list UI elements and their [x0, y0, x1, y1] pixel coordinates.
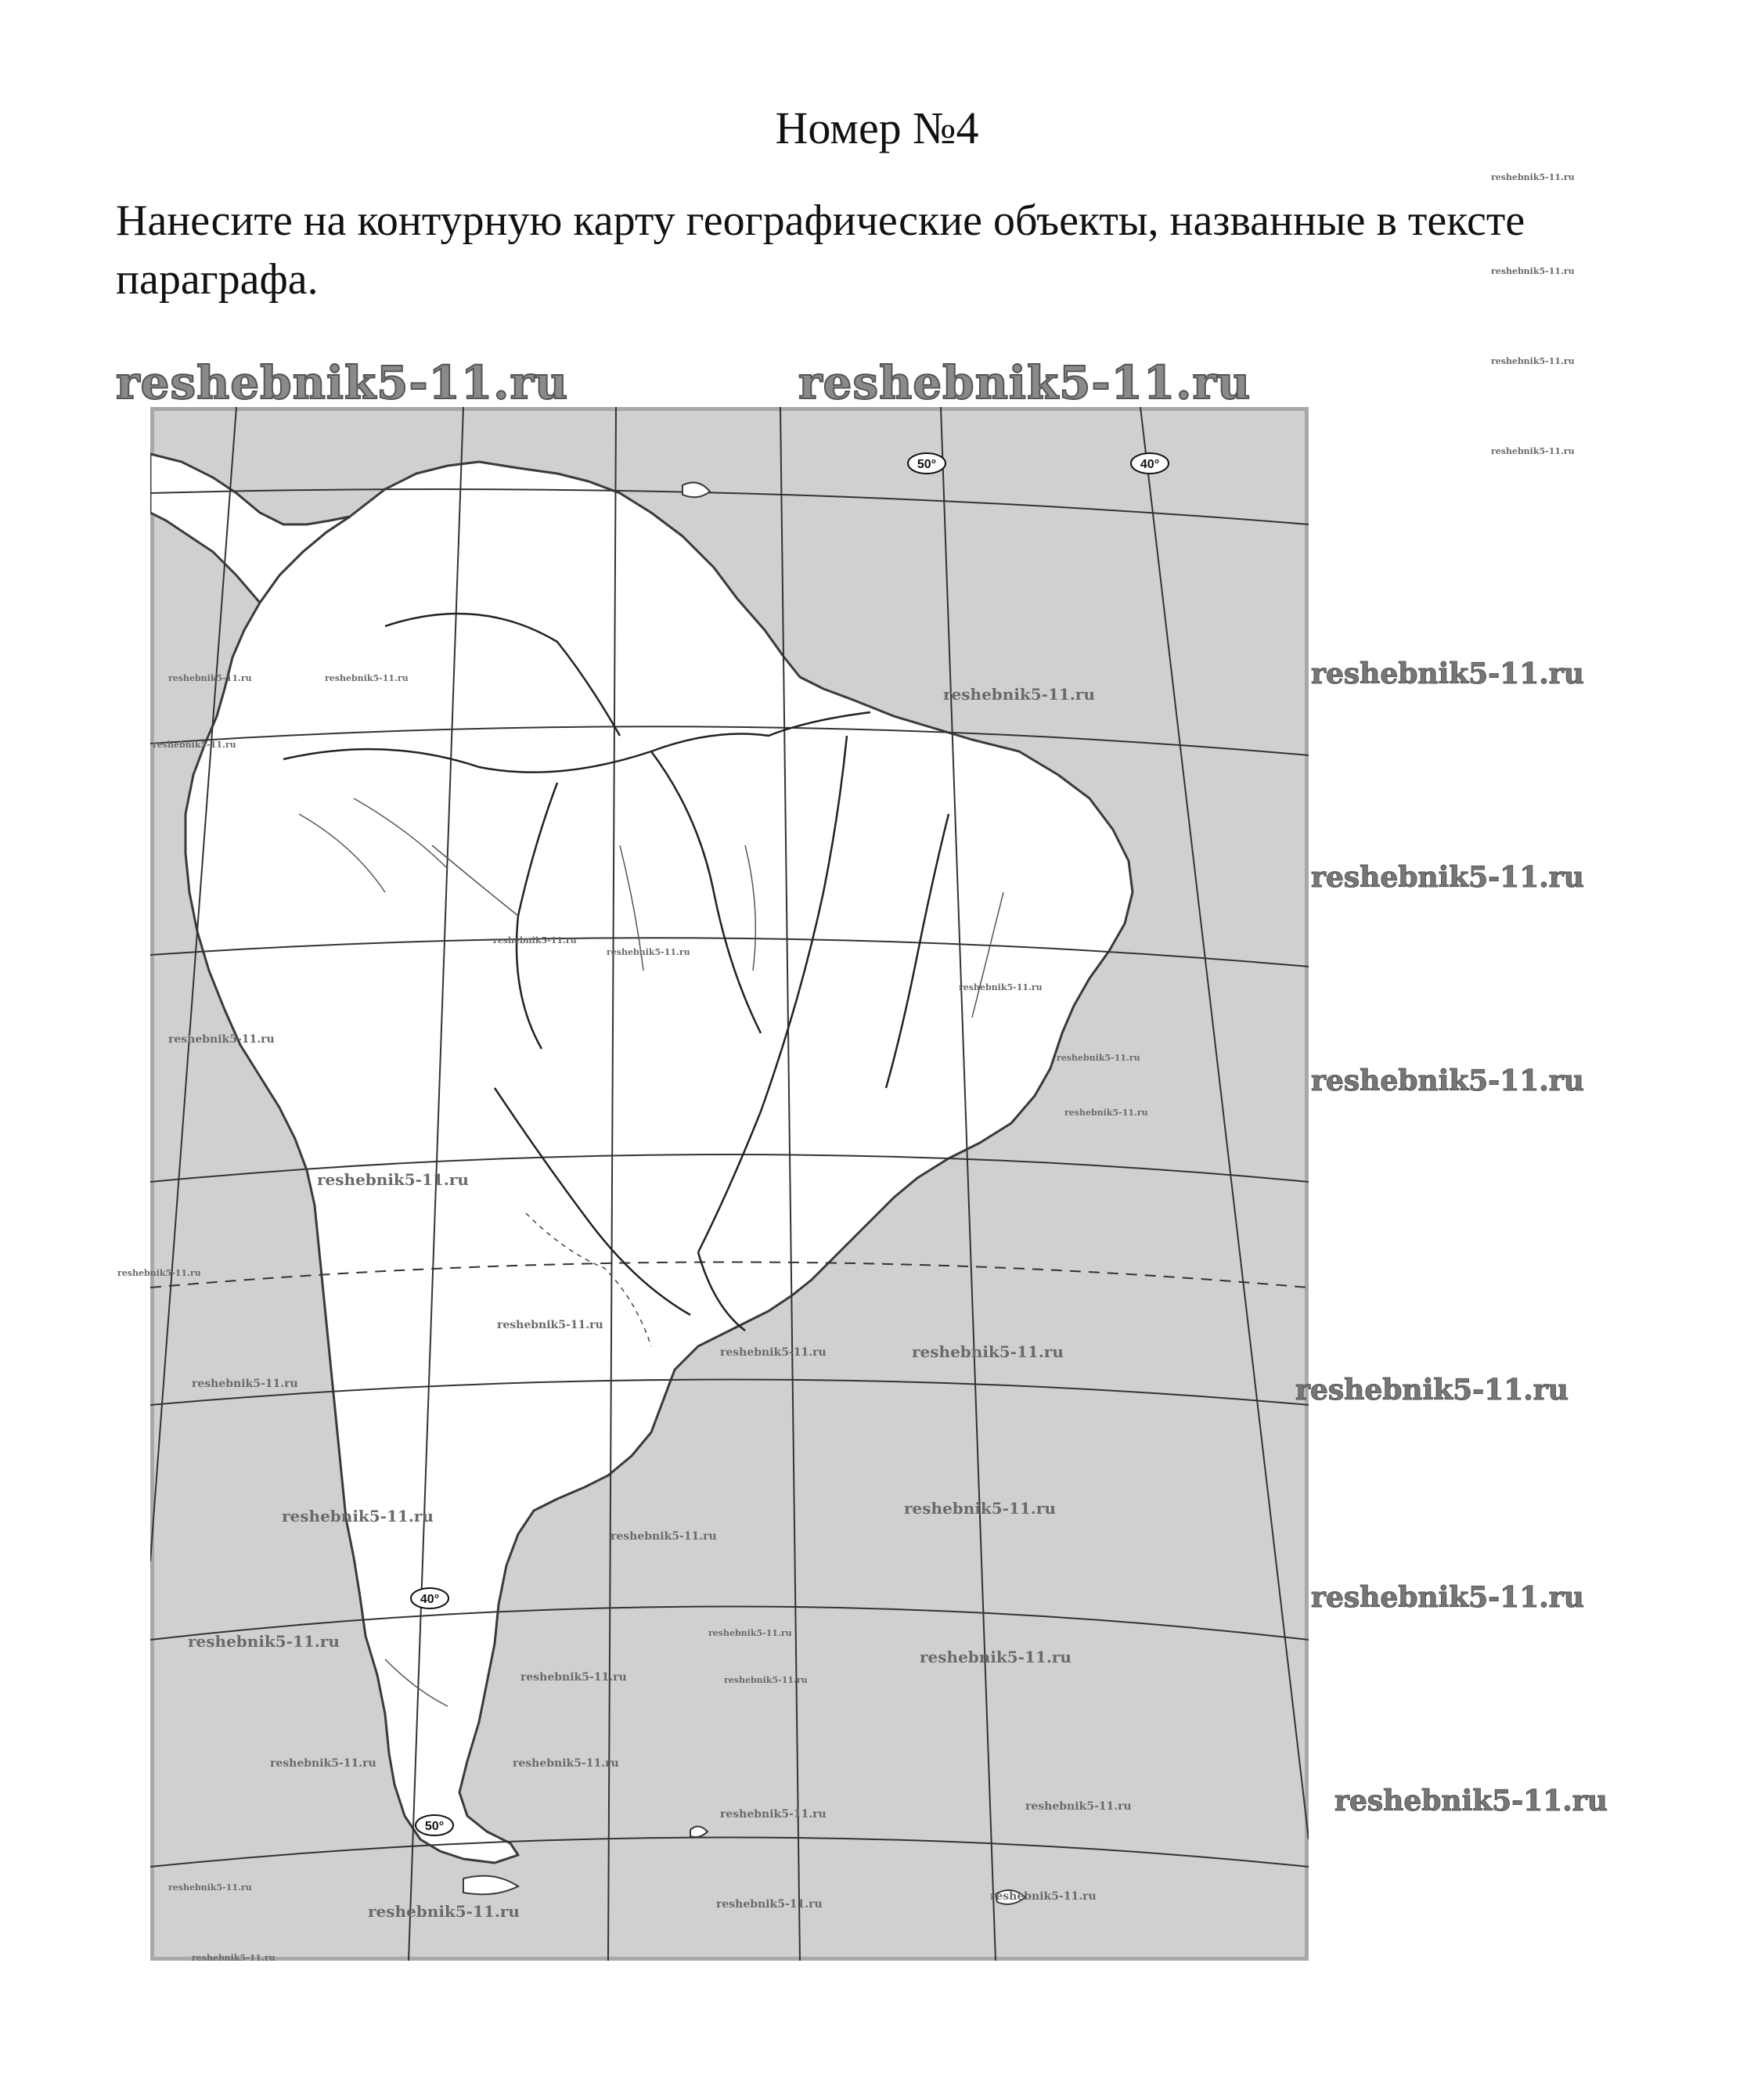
watermark: reshebnik5-11.ru: [1025, 1800, 1132, 1813]
watermark: reshebnik5-11.ru: [959, 982, 1043, 992]
watermark: reshebnik5-11.ru: [1311, 1581, 1584, 1614]
watermark: reshebnik5-11.ru: [282, 1507, 434, 1525]
degree-label-lat-50: [416, 1815, 453, 1835]
svg-text:50°: 50°: [917, 458, 937, 471]
watermark: reshebnik5-11.ru: [1311, 1064, 1584, 1097]
watermark: reshebnik5-11.ru: [610, 1530, 717, 1543]
watermark: reshebnik5-11.ru: [116, 356, 569, 409]
watermark: reshebnik5-11.ru: [904, 1499, 1056, 1518]
watermark: reshebnik5-11.ru: [912, 1342, 1064, 1361]
svg-text:40°: 40°: [1140, 458, 1160, 471]
watermark: reshebnik5-11.ru: [1491, 266, 1575, 276]
watermark: reshebnik5-11.ru: [990, 1890, 1097, 1903]
watermark: reshebnik5-11.ru: [1491, 172, 1575, 182]
watermark: reshebnik5-11.ru: [192, 1953, 276, 1963]
watermark: reshebnik5-11.ru: [1311, 657, 1584, 690]
watermark: reshebnik5-11.ru: [513, 1757, 619, 1770]
watermark: reshebnik5-11.ru: [920, 1648, 1071, 1666]
watermark: reshebnik5-11.ru: [188, 1632, 340, 1651]
watermark: reshebnik5-11.ru: [798, 356, 1252, 409]
watermark: reshebnik5-11.ru: [493, 935, 577, 946]
watermark: reshebnik5-11.ru: [716, 1898, 823, 1911]
watermark: reshebnik5-11.ru: [192, 1378, 298, 1390]
watermark: reshebnik5-11.ru: [317, 1170, 469, 1189]
task-title: Номер №4: [775, 103, 979, 153]
watermark: reshebnik5-11.ru: [520, 1671, 627, 1684]
watermark: reshebnik5-11.ru: [1491, 356, 1575, 366]
watermark: reshebnik5-11.ru: [720, 1346, 827, 1359]
watermark: reshebnik5-11.ru: [1295, 1374, 1569, 1407]
watermark: reshebnik5-11.ru: [368, 1902, 520, 1921]
watermark: reshebnik5-11.ru: [168, 1882, 252, 1893]
watermark: reshebnik5-11.ru: [720, 1808, 827, 1821]
watermark: reshebnik5-11.ru: [708, 1628, 792, 1638]
watermark: reshebnik5-11.ru: [943, 685, 1095, 704]
watermark: reshebnik5-11.ru: [1064, 1108, 1148, 1118]
degree-label-lon-40: [1131, 453, 1169, 474]
watermark: reshebnik5-11.ru: [1491, 446, 1575, 456]
watermark: reshebnik5-11.ru: [1057, 1053, 1140, 1063]
degree-label-lat-40: [411, 1588, 448, 1608]
watermark: reshebnik5-11.ru: [325, 673, 409, 683]
watermark: reshebnik5-11.ru: [497, 1319, 603, 1331]
watermark: reshebnik5-11.ru: [168, 1033, 275, 1046]
degree-label-lon-50: [908, 453, 945, 474]
svg-text:40°: 40°: [420, 1593, 440, 1606]
watermark: reshebnik5-11.ru: [1311, 861, 1584, 894]
svg-text:50°: 50°: [424, 1820, 445, 1833]
watermark: reshebnik5-11.ru: [607, 947, 690, 957]
watermark: reshebnik5-11.ru: [117, 1268, 201, 1278]
watermark: reshebnik5-11.ru: [153, 740, 236, 750]
watermark: reshebnik5-11.ru: [270, 1757, 376, 1770]
watermark: reshebnik5-11.ru: [168, 673, 252, 683]
task-instruction: Нанесите на контурную карту географические объекты, названные в тексте параграфа.: [116, 196, 1525, 304]
watermark: reshebnik5-11.ru: [1334, 1785, 1608, 1817]
watermark: reshebnik5-11.ru: [724, 1675, 808, 1685]
